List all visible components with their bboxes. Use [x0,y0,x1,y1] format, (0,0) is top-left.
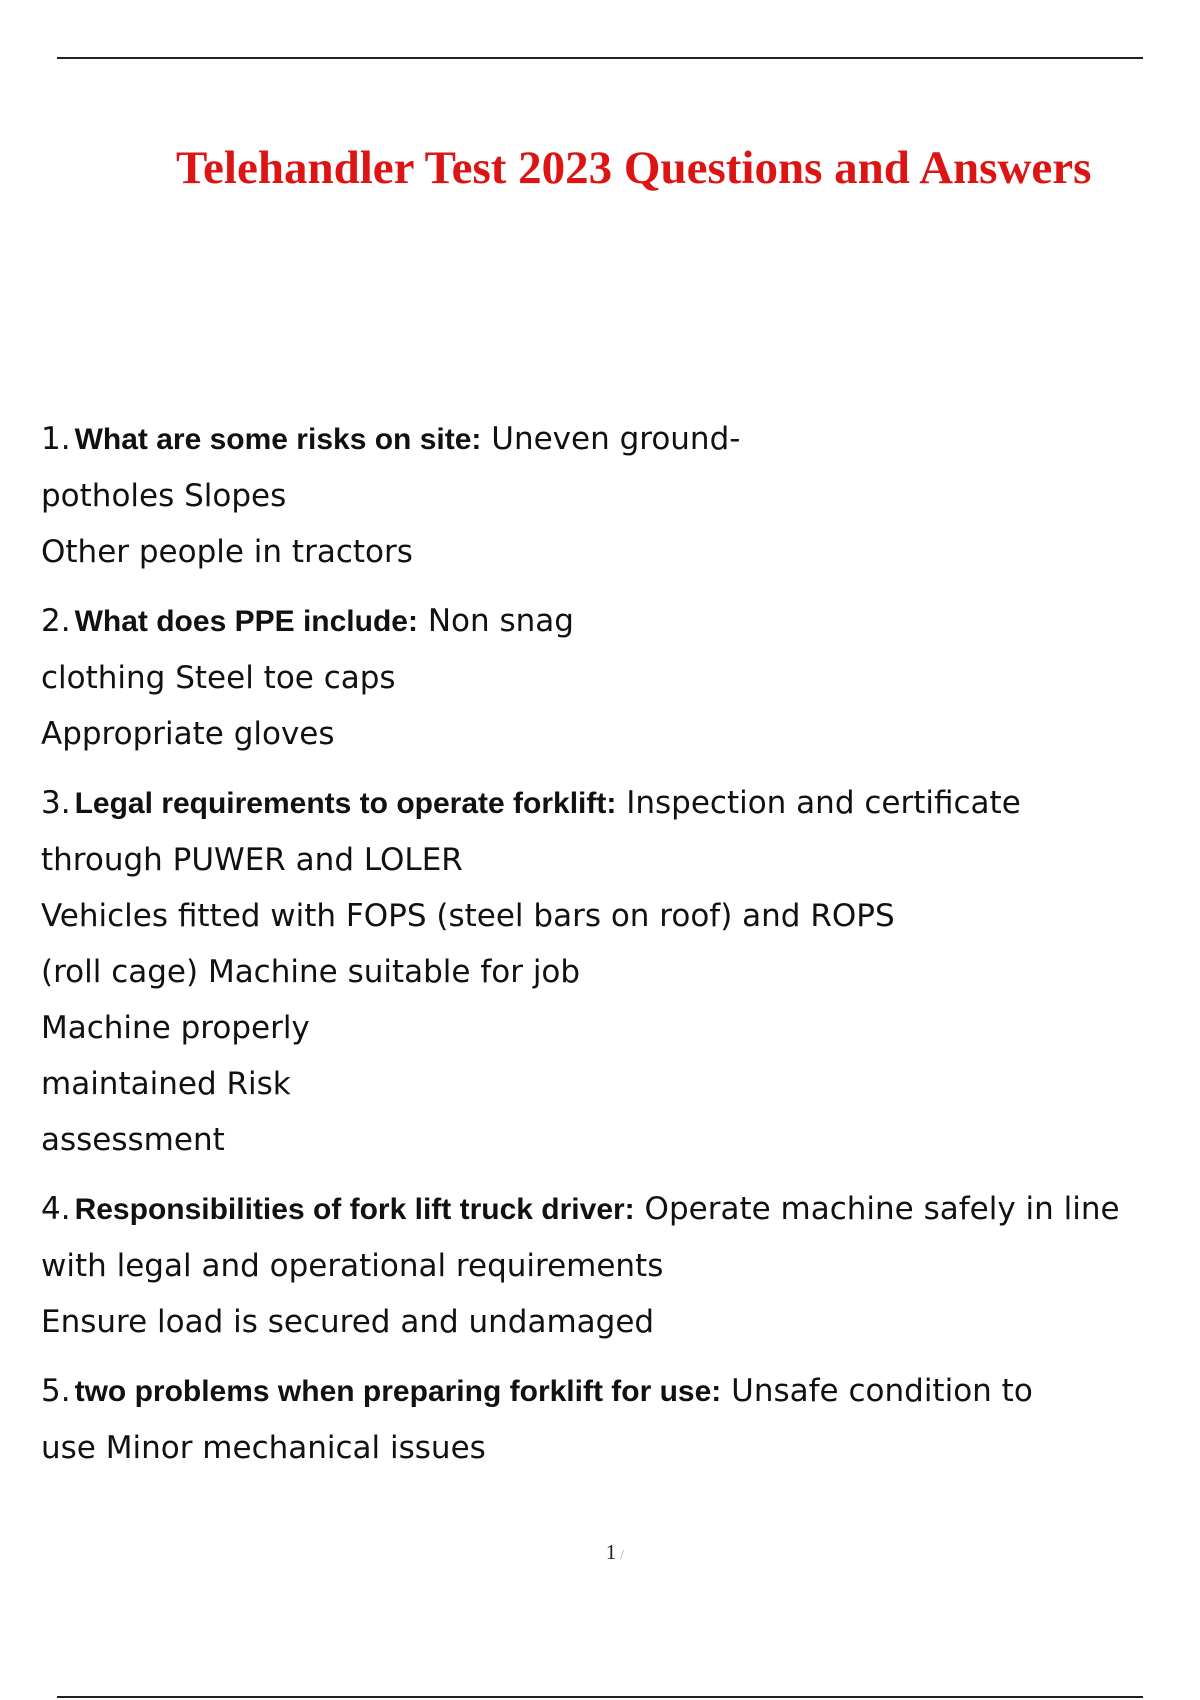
answer-text: potholes Slopes [41,478,287,514]
qa-answer-line [41,832,1191,888]
qa-question-line [41,1363,1191,1420]
page-number: 1 [605,1540,617,1564]
question-text: Responsibilities of fork lift truck driver: [74,1193,635,1226]
qa-item [41,1363,1191,1476]
qa-item [41,411,1191,580]
question-text: What are some risks on site: [74,423,482,456]
question-text: Legal requirements to operate forklift: [74,787,617,820]
bottom-rule [57,1696,1143,1698]
question-number: 3. [41,785,71,821]
answer-text: Machine properly [41,1010,310,1046]
answer-text: clothing Steel toe caps [41,660,396,696]
qa-item [41,593,1191,762]
qa-question-line [41,775,1191,832]
qa-answer-line [41,706,1191,762]
question-number: 2. [41,603,71,639]
answer-text: Operate machine safely in line [644,1191,1120,1227]
answer-text: with legal and operational requirements [41,1248,664,1284]
answer-text: (roll cage) Machine suitable for job [41,954,581,990]
answer-text: Ensure load is secured and undamaged [41,1304,655,1340]
page-separator: / [620,1548,625,1563]
answer-text: use Minor mechanical issues [41,1430,486,1466]
qa-answer-line [41,1112,1191,1168]
question-number: 4. [41,1191,71,1227]
qa-question-line [41,411,1191,468]
answer-text: Non snag [427,603,574,639]
qa-answer-line [41,1294,1191,1350]
question-text: two problems when preparing forklift for use: [74,1375,722,1408]
page-footer [0,1540,1200,1565]
qa-answer-line [41,888,1191,944]
document-title: Telehandler Test 2023 Questions and Answers [176,142,1092,194]
qa-answer-line [41,524,1191,580]
answer-text: Unsafe condition to [731,1373,1033,1409]
qa-list [41,411,1191,1489]
answer-text: assessment [41,1122,225,1158]
qa-item [41,775,1191,1168]
qa-answer-line [41,1238,1191,1294]
answer-text: Appropriate gloves [41,716,335,752]
qa-answer-line [41,650,1191,706]
qa-item [41,1181,1191,1350]
qa-answer-line [41,1000,1191,1056]
qa-answer-line [41,944,1191,1000]
question-text: What does PPE include: [74,605,418,638]
answer-text: Other people in tractors [41,534,413,570]
qa-answer-line [41,468,1191,524]
answer-text: through PUWER and LOLER [41,842,463,878]
qa-question-line [41,593,1191,650]
answer-text: maintained Risk [41,1066,291,1102]
qa-answer-line [41,1420,1191,1476]
qa-answer-line [41,1056,1191,1112]
answer-text: Vehicles fitted with FOPS (steel bars on roof) and ROPS [41,898,895,934]
top-rule [57,57,1143,59]
question-number: 5. [41,1373,71,1409]
question-number: 1. [41,421,71,457]
answer-text: Inspection and certificate [626,785,1021,821]
qa-question-line [41,1181,1191,1238]
answer-text: Uneven ground- [491,421,741,457]
